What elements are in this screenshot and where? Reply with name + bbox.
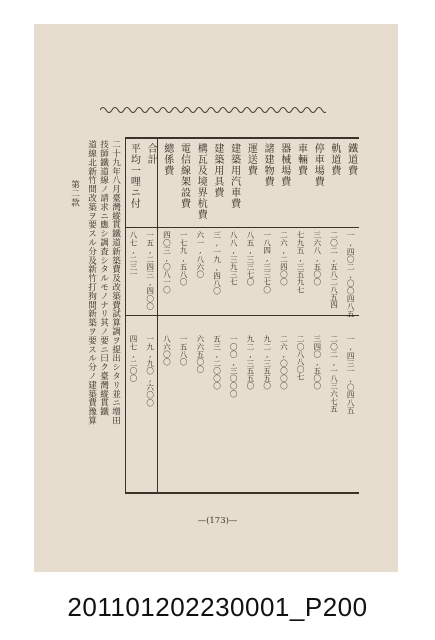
value-new-construction: 一八四,三三七〇 <box>262 231 272 294</box>
column-header: 合計 <box>145 143 157 165</box>
column-header: 運送費 <box>245 143 257 176</box>
note-line-1: 二十九年八月臺灣縱貫鐵道新築費及改築費試算調ヲ提出シタリ並ニ增田 <box>110 140 121 425</box>
value-reconstruction: 一,四三一,〇四八五 <box>346 335 356 414</box>
value-reconstruction: 二六,〇〇〇〇 <box>279 335 289 390</box>
totals-divider <box>157 137 158 493</box>
note-line-2: 技師鐵道線ノ請求ニ應シ調査シタルモノナリ其ノ要ニ曰ク臺灣縱貫鐵 <box>98 140 109 416</box>
column-header: 車輛費 <box>295 143 307 176</box>
value-new-construction: 三六八,五〇〇 <box>312 231 322 286</box>
column-header: 總係費 <box>161 143 173 176</box>
value-new-construction: 一,四〇二,〇〇四八五 <box>346 231 356 318</box>
value-new-construction: 一五,二四三,四〇〇 <box>145 231 155 310</box>
value-reconstruction: 四七,二〇〇 <box>128 335 138 382</box>
table-left-rule <box>125 137 126 493</box>
column-header: 軌道費 <box>328 143 340 176</box>
value-reconstruction: 九二,三五五〇 <box>245 335 255 390</box>
note-line-3: 道線北新竹間改築ヲ要スル分及新竹打狗間新築ヲ要スル分ノ建築費豫算 <box>86 140 97 425</box>
value-reconstruction: 二〇八八〇七 <box>296 335 306 381</box>
value-reconstruction: 一〇〇,三〇〇〇 <box>229 335 239 398</box>
value-new-construction: 八五,三三七〇 <box>245 231 255 286</box>
value-reconstruction: 六六五〇〇 <box>195 335 205 373</box>
wave-rule <box>100 105 326 115</box>
column-header: 鐵道費 <box>345 143 357 176</box>
section-heading: 第二款 <box>69 180 80 207</box>
value-reconstruction: 三四〇,五〇〇 <box>312 335 322 390</box>
value-new-construction: 二〇二,五八二八五四 <box>329 231 339 309</box>
column-header: 建築用具費 <box>211 143 223 198</box>
column-header: 建築用汽車費 <box>228 143 240 209</box>
section-rule <box>125 315 359 316</box>
header-rule <box>125 227 359 228</box>
value-new-construction: 八七,二三一 <box>128 231 138 278</box>
value-reconstruction: 五三,二〇〇〇 <box>212 335 222 390</box>
column-header: 停車場費 <box>312 143 324 187</box>
column-header: 諸建物費 <box>262 143 274 187</box>
column-header: 平均一哩ニ付 <box>128 143 140 209</box>
value-reconstruction: 九二,三五五〇 <box>262 335 272 390</box>
scan-id-caption: 201101202230001_P200 <box>67 592 368 622</box>
value-reconstruction: 一五八〇 <box>179 335 189 366</box>
value-new-construction: 六一,八六〇 <box>195 231 205 278</box>
value-new-construction: 八八,三九三七 <box>229 231 239 286</box>
column-header: 構瓦及境界杭費 <box>195 143 207 220</box>
value-new-construction: 七九五,三五九七 <box>296 231 306 294</box>
value-new-construction: 一七九,五八〇 <box>179 231 189 286</box>
page-folio: —(173)— <box>197 516 238 526</box>
value-reconstruction: 八六〇〇 <box>162 335 172 366</box>
column-header: 器械場費 <box>278 143 290 187</box>
table-bottom-rule <box>125 492 359 494</box>
value-reconstruction: 一九,九〇,六〇〇 <box>145 335 155 407</box>
value-new-construction: 二六,二四〇〇 <box>279 231 289 286</box>
value-new-construction: 三,一九,四八〇 <box>212 231 222 295</box>
value-new-construction: 四〇三,〇八一〇 <box>162 231 172 294</box>
table-top-rule <box>125 137 359 139</box>
value-reconstruction: 二〇二,一八三六七五 <box>329 335 339 413</box>
column-header: 電信線架設費 <box>178 143 190 209</box>
budget-table <box>125 137 359 493</box>
